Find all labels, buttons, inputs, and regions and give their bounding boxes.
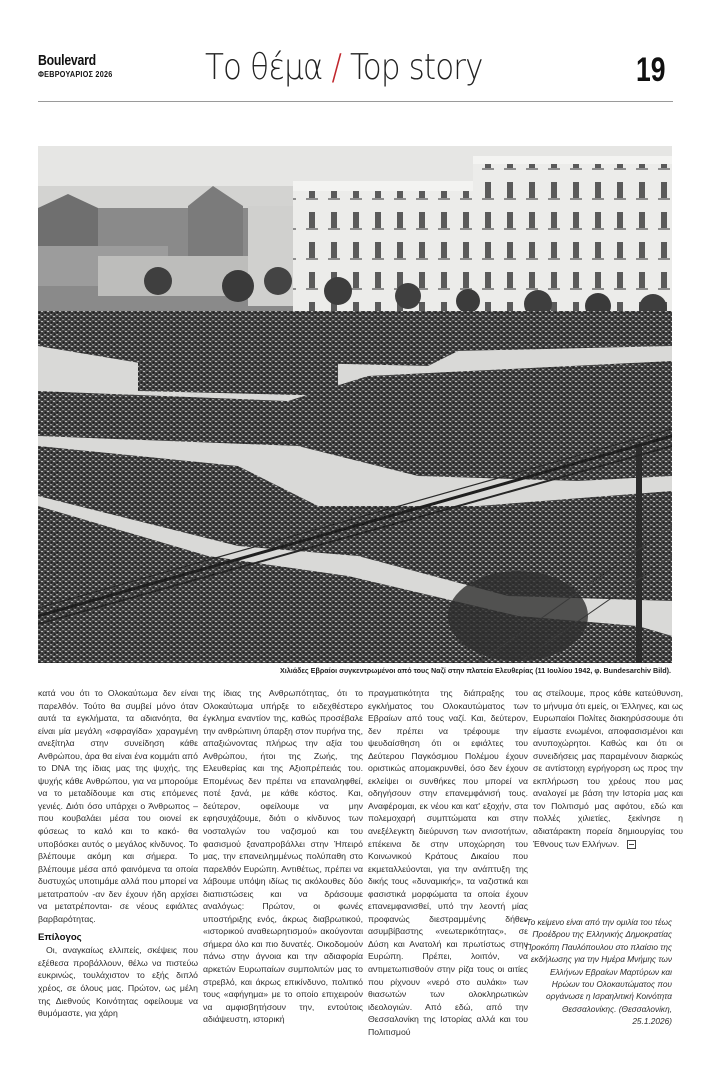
photo-caption: Χιλιάδες Εβραίοι συγκεντρωμένοι από τους Ναζί στην πλατεία Ελευθερίας (11 Ιουλίου 1942, φ. Bundesarchiv Bild).: [279, 666, 671, 675]
article-paragraph: της ίδιας της Ανθρωπότητας, ότι το Ολοκαύτωμα υπήρξε το ειδεχθέστερο έγκλημα εναντίον της, καθώς προσέβαλε την ανθρώπινη ύπαρξη στον πυρήνα της, απαξιώνοντας πλήρως την αξία του Ανθρώπου, ήτοι της Ζωής, της Ελευθερίας και της Αξιοπρέπειάς του. Επομένως δεν πρέπει να επαναληφθεί, ποτέ ξανά, με κάθε κόστος. Και, δεύτερον, οφείλουμε να μην εφησυχάζουμε, διότι ο κίνδυνος των νοσταλγών του ναζισμού και του φασισμού ξαναπροβάλλει στην Ήπειρό μας, την επανειλημμένως πολύπαθη στο παρελθόν Ευρώπη. Αντιθέτως, πρέπει να λάβουμε υπόψη ιδίως τις ακόλουθες δύο διαπιστώσεις και να δράσουμε αναλόγως: Πρώτον, οι φωνές υποστήριξης ενός, άκρως διαβρωτικού, «ιστορικού αναθεωρητισμού» ακούγονται σήμερα όλο και πιο δυνατές. Οικοδομούν πάνω στην άγνοια και την αδιαφορία αρκετών Ευρωπαίων συμπολιτών μας το στρεβλό, και άκρως επικίνδυνο, πολιτικό τους «αφήγημα» με το οποίο επιχειρούν να αμφισβητήσουν την, εντούτοις αδιάψευστη, ιστορική: [203, 688, 363, 1025]
article-column-3: [368, 687, 528, 1038]
article-paragraph: πραγματικότητα της διάπραξης του εγκλήματος του Ολοκαυτώματος των Εβραίων από τους ναζί. Και, δεύτερον, δεν πρέπει να τρέφουμε την ψευδαίσθηση ότι οι εφιάλτες του Δεύτερου Παγκόσμιου Πολέμου έχουν οριστικώς απομακρυνθεί, όσο δεν έχουν εκλείψει οι συνθήκες που μπορεί να οδηγήσουν στην επανεμφάνισή τους. Αναφέρομαι, εκ νέου και κατ' εξοχήν, στα πολεμοχαρή συμπτώματα και στην ανεξέλεγκτη διεύρυνση των ανισοτήτων, επέκεινα δε στην υποχώρηση του Κοινωνικού Κράτους Δικαίου που εκμεταλλεύονται, για την ανάπτυξη της δικής τους «δυναμικής», τα ναζιστικά και φασιστικά μορφώματα τα οποία έχουν επανεμφανισθεί, υπό την λεοντή μίας προφανώς διεστραμμένης δήθεν ασυμβίβαστης «νεωτερικότητας», σε Δύση και Ανατολή και πρωτίστως στην Ευρώπη. Πρέπει, λοιπόν, να αντιμετωπισθούν στην ρίζα τους οι αιτίες που ρίχνουν «νερό στο αυλάκι» των θιασωτών των ολοκληρωτικών ιδεολογιών. Από εδώ, από την Θεσσαλονίκη της Ιστορίας αλλά και του Πολιτισμού: [368, 688, 528, 1037]
article-subheading: Επίλογος: [38, 932, 82, 944]
issue-date: ΦΕΒΡΟΥΑΡΙΟΣ 2026: [38, 70, 113, 79]
article-column-4: [533, 687, 683, 850]
section-title-english: Top story: [350, 47, 483, 88]
photo-crowd-square: [38, 146, 672, 663]
article-paragraph-wrap: [533, 687, 683, 850]
end-of-article-icon: [627, 840, 636, 849]
header-divider: [38, 101, 673, 102]
section-title: [205, 46, 483, 90]
article-photo: [38, 146, 672, 663]
speech-source-footnote: *Το κείμενο είναι από την ομιλία του τέως Προέδρου της Ελληνικής Δημοκρατίας Προκόπη Παυλόπουλου στο πλαίσιο της εκδήλωσης για την Ημέρα Μνήμης των Ελλήνων Εβραίων Μαρτύρων και Ηρώων του Ολοκαυτώματος που οργάνωσε η Ισραηλιτική Κοινότητα Θεσσαλονίκης. (Θεσσαλονίκη, 25.1.2026): [523, 917, 672, 1027]
page-number: 19: [636, 51, 666, 89]
article-paragraph: Οι, αναγκαίως ελλιπείς, σκέψεις που εξέθεσα προβάλλουν, θέλω να πιστεύω ευκρινώς, τουλάχιστον το εξής διπλό χρέος, σε όλους μας. Πρώτον, ως μέλη της Διεθνούς Κοινότητας οφείλουμε να θυμόμαστε, για χάρη: [38, 945, 198, 1019]
article-paragraph: κατά νου ότι το Ολοκαύτωμα δεν είναι παρελθόν. Τούτο θα συμβεί μόνο όταν αυτά τα εγκλήματα, τα αδιανόητα, θα είναι μία μεγάλη «σφραγίδα» χαραγμένη ανεξίτηλα στην συνείδηση κάθε Ανθρώπου, άρα θα είναι ένα κομμάτι από το DNA της ίδιας μας της ψυχής, της ψυχής κάθε Ανθρώπου, για να μπορούμε να το μεταδίδουμε και στις επόμενες γενιές. Διότι όσο υπάρχει ο Άνθρωπος –που κουβαλάει μέσα του οιονεί εκ φύσεως το καλό και το κακό- θα υποβόσκει αυτός ο μεγάλος κίνδυνος. Το βλέπουμε ακόμη και σήμερα. Το βλέπουμε μέσα από φαινόμενα τα οποία δυστυχώς υποτιμάμε αλλά που μπορεί να μετατραπούν -αν δεν έχουν ήδη αρχίσει να μετατρέπονται- σε νέους εφιάλτες βαρβαρότητας.: [38, 688, 198, 924]
brand-logo: Boulevard: [38, 52, 96, 69]
article-paragraph: ας στείλουμε, προς κάθε κατεύθυνση, το μήνυμα ότι εμείς, οι Έλληνες, και ως Ευρωπαίοι Πολίτες διακηρύσσουμε ότι είμαστε ενωμένοι, αποφασισμένοι και ανυποχώρητοι. Καθώς και ότι οι συνειδήσεις μας παραμένουν διαρκώς σε αντίστοιχη εγρήγορση ως προς την εκπλήρωση του χρέους που μας αναλογεί με βάση την Ιστορία μας και τον Πολιτισμό μας αφότου, εδώ και πολλές χιλιετίες, ξεκίνησε η αδιατάρακτη πορεία δημιουργίας του Έθνους των Ελλήνων.: [533, 688, 683, 849]
section-title-greek: Το θέμα: [205, 47, 323, 88]
article-column-1: [38, 687, 198, 1020]
section-title-separator: /: [331, 47, 342, 88]
masthead: [38, 54, 121, 80]
article-column-2: [203, 687, 363, 1026]
